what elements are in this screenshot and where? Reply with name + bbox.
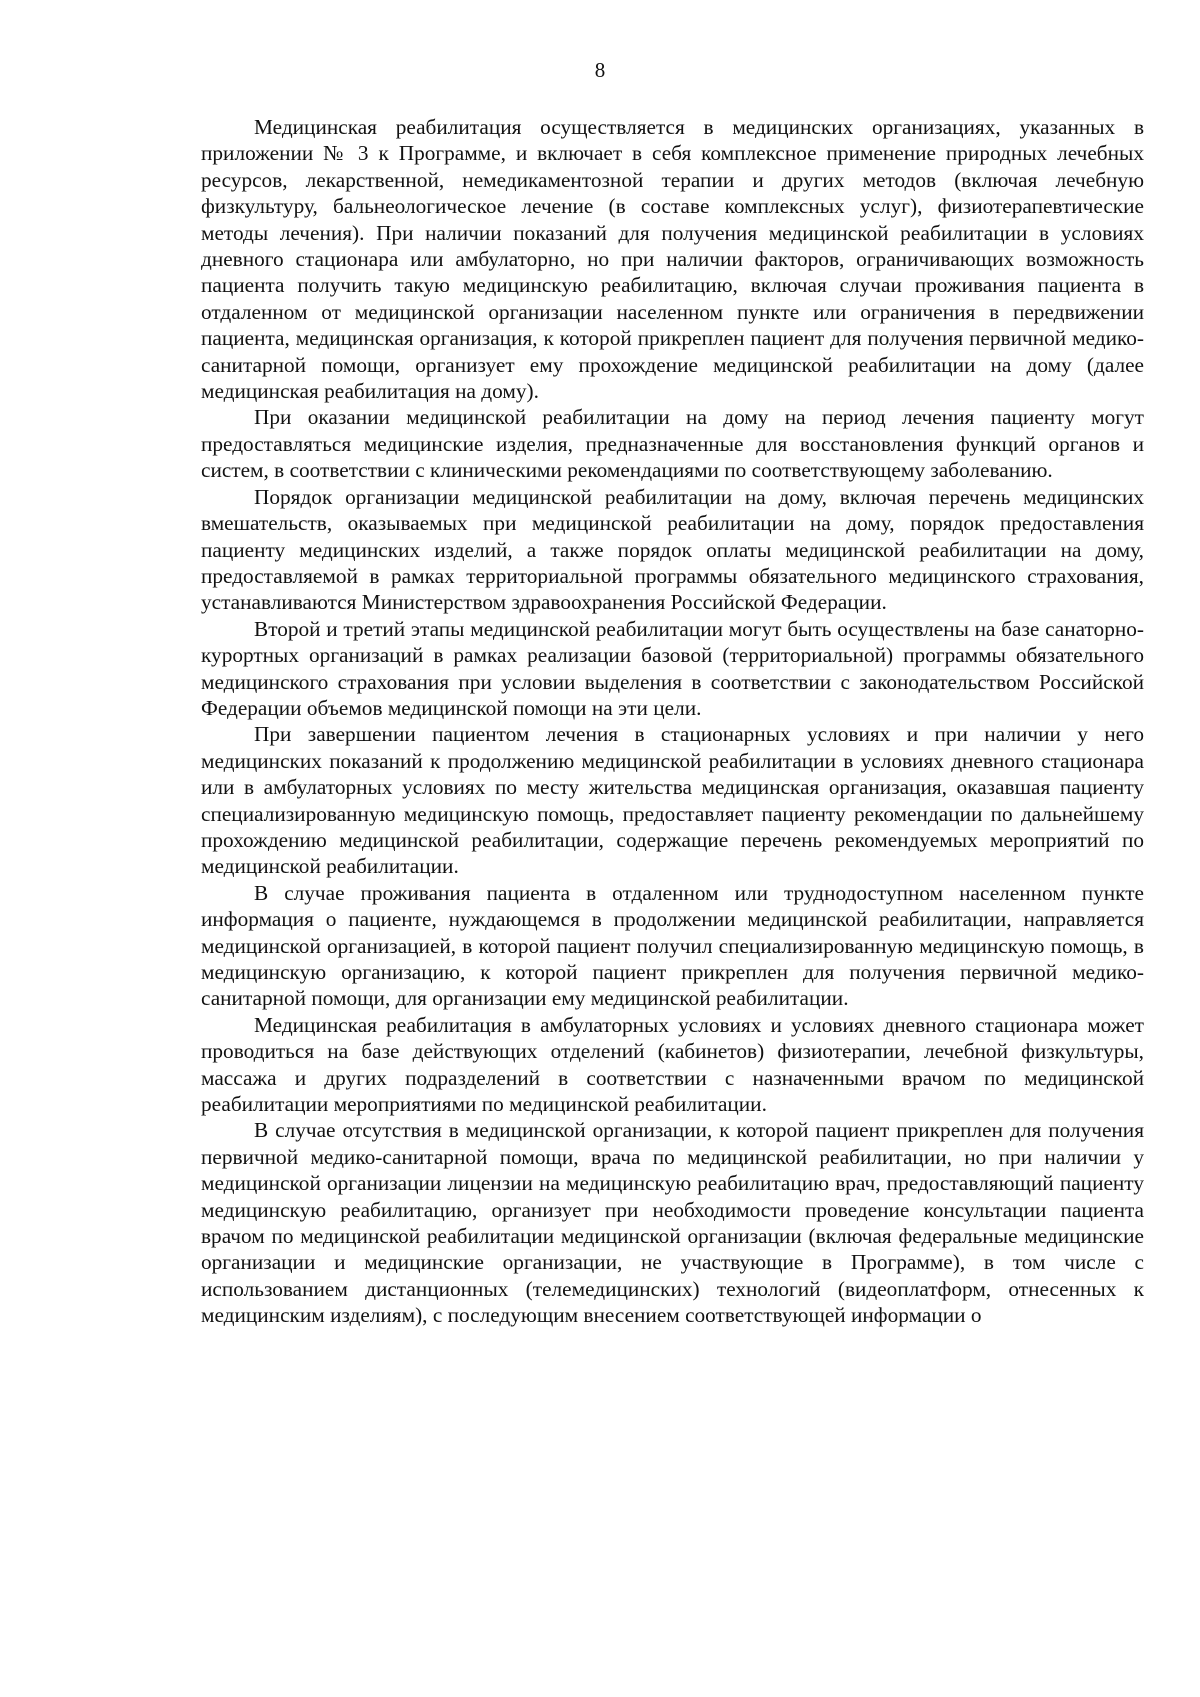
paragraph-8: В случае отсутствия в медицинской организации, к которой пациент прикреплен для получения первичной медико-санитарной помощи, врача по медицинской реабилитации, но при наличии у медицинской организации лицензии на медицинскую реабилитацию врач, предоставляющий пациенту медицинскую реабилитацию, организует при необходимости проведение консультации пациента врачом по медицинской реабилитации медицинской организации (включая федеральные медицинские организации и медицинские организации, не участвующие в Программе), в том числе с использованием дистанционных (телемедицинских) технологий (видеоплатформ, отнесенных к медицинским изделиям), с последующим внесением соответствующей информации о [201,1118,1144,1328]
paragraph-7: Медицинская реабилитация в амбулаторных условиях и условиях дневного стационара может проводиться на базе действующих отделений (кабинетов) физиотерапии, лечебной физкультуры, массажа и других подразделений в соответствии с назначенными врачом по медицинской реабилитации мероприятиями по медицинской реабилитации. [201,1012,1144,1117]
paragraph-3: Порядок организации медицинской реабилитации на дому, включая перечень медицинских вмешательств, оказываемых при медицинской реабилитации на дому, порядок предоставления пациенту медицинских изделий, а также порядок оплаты медицинской реабилитации на дому, предоставляемой в рамках территориальной программы обязательного медицинского страхования, устанавливаются Министерством здравоохранения Российской Федерации. [201,484,1144,615]
paragraph-2: При оказании медицинской реабилитации на дому на период лечения пациенту могут предоставляться медицинские изделия, предназначенные для восстановления функций органов и систем, в соответствии с клиническими рекомендациями по соответствующему заболеванию. [201,405,1144,483]
document-body [201,114,1144,1329]
paragraph-1: Медицинская реабилитация осуществляется в медицинских организациях, указанных в приложении № 3 к Программе, и включает в себя комплексное применение природных лечебных ресурсов, лекарственной, немедикаментозной терапии и других методов (включая лечебную физкультуру, бальнеологическое лечение (в составе комплексных услуг), физиотерапевтические методы лечения). При наличии показаний для получения медицинской реабилитации в условиях дневного стационара или амбулаторно, но при наличии факторов, ограничивающих возможность пациента получить такую медицинскую реабилитацию, включая случаи проживания пациента в отдаленном от медицинской организации населенном пункте или ограничения в передвижении пациента, медицинская организация, к которой прикреплен пациент для получения первичной медико-санитарной помощи, организует ему прохождение медицинской реабилитации на дому (далее медицинская реабилитация на дому). [201,115,1144,404]
paragraph-6: В случае проживания пациента в отдаленном или труднодоступном населенном пункте информация о пациенте, нуждающемся в продолжении медицинской реабилитации, направляется медицинской организацией, в которой пациент получил специализированную медицинскую помощь, в медицинскую организацию, к которой пациент прикреплен для получения первичной медико-санитарной помощи, для организации ему медицинской реабилитации. [201,880,1144,1011]
paragraph-5: При завершении пациентом лечения в стационарных условиях и при наличии у него медицинских показаний к продолжению медицинской реабилитации в условиях дневного стационара или в амбулаторных условиях по месту жительства медицинская организация, оказавшая пациенту специализированную медицинскую помощь, предоставляет пациенту рекомендации по дальнейшему прохождению медицинской реабилитации, содержащие перечень рекомендуемых мероприятий по медицинской реабилитации. [201,722,1144,879]
paragraph-4: Второй и третий этапы медицинской реабилитации могут быть осуществлены на базе санаторно-курортных организаций в рамках реализации базовой (территориальной) программы обязательного медицинского страхования при условии выделения в соответствии с законодательством Российской Федерации объемов медицинской помощи на эти цели. [201,616,1144,720]
page-number: 8 [594,58,606,82]
